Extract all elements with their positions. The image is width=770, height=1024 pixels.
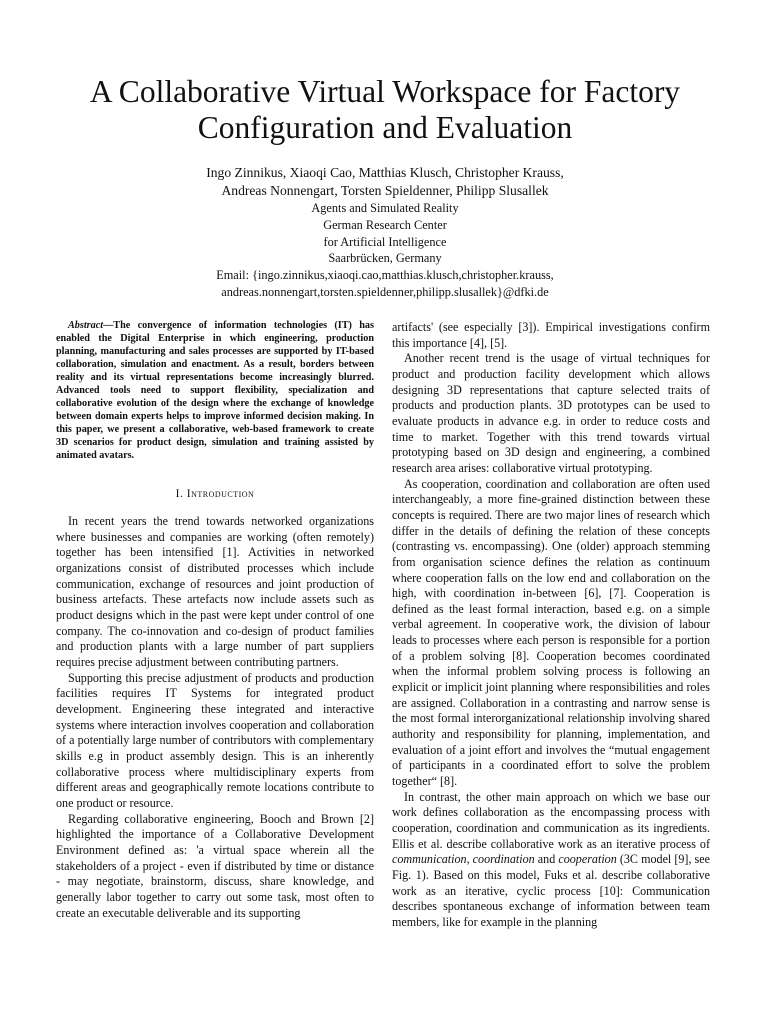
email-line: Email: {ingo.zinnikus,xiaoqi.cao,matthias.klusch,christopher.krauss,: [216, 268, 554, 283]
body-paragraph: Regarding collaborative engineering, Booch and Brown [2] highlighted the importance of a Collaborative Development Environment defined as: 'a virtual space wherein all the stakeholders of a project - even if distributed by time or distance - may negotiate, brainstorm, discuss, share knowledge, and generally labor together to carry out some task, most often to create an executable deliverable and its supporting: [56, 811, 374, 920]
paper-title: A Collaborative Virtual Workspace for Factory Configuration and Evaluation: [89, 74, 681, 145]
text-run: and: [534, 852, 559, 867]
abstract-text: —The convergence of information technologies (IT) has enabled the Digital Enterprise in which engineering, production planning, manufacturing and sales processes are supported by IT-based collaboration, simulation and enactment. As a result, borders between reality and its virtual representations become increasingly blurred. Advanced tools need to support flexibility, specialization and collaborative evolution of the design where the exchange of knowledge between domain experts helps to improve informed decision making. In this paper, we present a collaborative, web-based framework to create 3D scenarios for product design, simulation and training assisted by animated avatars.: [56, 320, 374, 461]
emphasis-term: communication: [392, 852, 467, 867]
emphasis-term: coordination: [472, 852, 535, 867]
body-paragraph-continued: artifacts' (see especially [3]). Empirical investigations confirm this importance [4], [5].: [392, 320, 710, 350]
affiliation-line: Saarbrücken, Germany: [328, 251, 442, 266]
author-line: Andreas Nonnengart, Torsten Spieldenner, Philipp Slusallek: [221, 183, 549, 198]
text-run: In contrast, the other main approach on which we base our work defines collaboration as the encompassing process with cooperation, coordination and communication as its ingredients. Ellis et al. describe collaborative work as an iterative process of: [392, 789, 710, 851]
left-column: [56, 320, 374, 921]
affiliation-line: for Artificial Intelligence: [323, 234, 447, 249]
text-run: (3C model [9], see Fig. 1). Based on this model, Fuks et al. describe collaborative work as an iterative, cyclic process [10]: Communication describes spontaneous exchange of information between team members, like for example in the planning: [392, 852, 710, 929]
abstract-label: Abstract: [68, 320, 104, 331]
body-paragraph: Another recent trend is the usage of virtual techniques for product and production facility development which allows designing 3D representations that capture selected traits of products and production plants. 3D prototypes can be used to evaluate products in advance e.g. in order to reduce costs and time to market. Together with this trend towards virtual prototyping based on 3D design and engineering, a combined research area arises: collaborative virtual prototyping.: [392, 351, 710, 475]
author-list: [100, 164, 670, 200]
section-heading-introduction: I. Introduction: [175, 488, 255, 501]
email-line: andreas.nonnengart,torsten.spieldenner,philipp.slusallek}@dfki.de: [221, 284, 549, 299]
abstract: [56, 320, 374, 462]
affiliation-block: [100, 200, 670, 301]
author-line: Ingo Zinnikus, Xiaoqi Cao, Matthias Klusch, Christopher Krauss,: [206, 165, 564, 180]
body-paragraph: [392, 790, 710, 931]
affiliation-line: German Research Center: [323, 217, 447, 232]
body-paragraph: Supporting this precise adjustment of products and production facilities requires IT Systems for integrated product development. Engineering these integrated and interactive systems where interaction involves cooperation and collaboration of a potentially large number of contributors with complementary skills e.g in product assembly design. This is an inherently collaborative process where multidisciplinary experts from different areas and geographically remote locations contribute to one product or resource.: [56, 670, 374, 810]
emphasis-term: cooperation: [558, 852, 617, 867]
right-column: [392, 320, 710, 931]
text-run: ,: [466, 852, 473, 867]
affiliation-line: Agents and Simulated Reality: [311, 201, 459, 215]
body-paragraph: As cooperation, coordination and collaboration are often used interchangeably, a more fine-grained distinction between these concepts is required. There are two major lines of research which differ in the details of defining the relation of these concepts (contrasting vs. encompassing). One (older) approach stemming from organisation science defines the relation as continuum where cooperation falls on the low end and collaboration on the high, with coordination in-between [6], [7]. Cooperation is defined as the least formal interaction, based e.g. on a simple verbal agreement. In cooperative work, the division of labour leads to processes where each person is responsible for a portion of a problem solving [8]. Cooperation becomes coordinated when the informal problem solving process is following an explicit or implicit joint planning where responsibilities and roles are assigned. Collaboration in a contrasting and narrow sense is the most formal interorganizational relationship involving shared authority and responsibility for planning, implementation, and evaluation of a joint effort and involves the “mutual engagement of participants in a coordinated effort to solve the problem together“ [8].: [392, 476, 710, 789]
body-paragraph: In recent years the trend towards networked organizations where businesses and companies are working (often remotely) together has been intensified [1]. Activities in networked organizations consist of distributed processes which include communication, exchange of resources and joint production of business artefacts. These artefacts now include assets such as product designs which in the past were kept under control of one company. The co-innovation and co-design of product families and production plants with a large number of part suppliers requires precise adjustment between contributing partners.: [56, 514, 374, 670]
